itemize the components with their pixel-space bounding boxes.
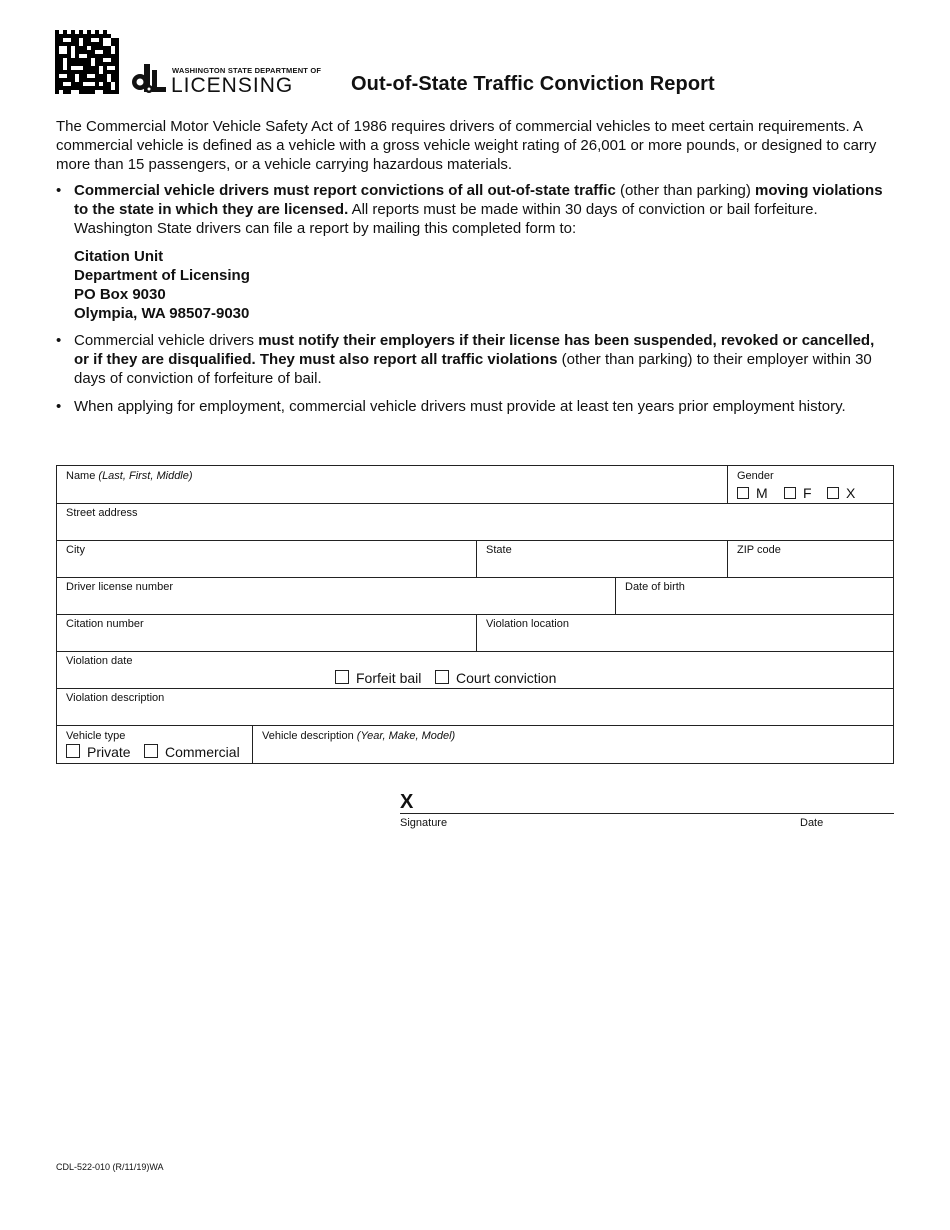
gender-m-checkbox[interactable]: [737, 487, 749, 499]
bullet-report-convictions: [56, 181, 886, 238]
mailing-address: [74, 247, 250, 323]
gender-x-option[interactable]: [827, 485, 855, 501]
violation-date-field[interactable]: [57, 651, 893, 688]
form-row-violation-date: [57, 651, 893, 689]
gender-m-label: M: [756, 485, 768, 501]
commercial-option[interactable]: [144, 744, 240, 760]
agency-name-small: WASHINGTON STATE DEPARTMENT OF: [172, 66, 322, 75]
private-option[interactable]: [66, 744, 131, 760]
form-row-name: [57, 466, 893, 504]
form-number: CDL-522-010 (R/11/19)WA: [56, 1162, 164, 1172]
commercial-label: Commercial: [165, 744, 240, 760]
bullet-notify-employers: [56, 331, 886, 388]
name-field[interactable]: [57, 466, 727, 503]
form-row-violation-description: [57, 688, 893, 726]
address-line: Citation Unit: [74, 248, 164, 265]
private-label: Private: [87, 744, 131, 760]
vehicle-description-label: [262, 730, 455, 742]
address-line: PO Box 9030: [74, 286, 166, 303]
zip-field[interactable]: [727, 540, 893, 577]
court-conviction-checkbox[interactable]: [435, 670, 449, 684]
gender-label: Gender: [737, 470, 774, 482]
street-address-field[interactable]: [57, 503, 893, 540]
date-label: Date: [800, 817, 824, 829]
court-conviction-label: Court conviction: [456, 670, 557, 686]
signature-label: Signature: [400, 817, 448, 829]
commercial-checkbox[interactable]: [144, 744, 158, 758]
gender-field: [727, 466, 893, 503]
city-field[interactable]: [57, 540, 476, 577]
conviction-form: [56, 465, 894, 764]
address-line: Department of Licensing: [74, 267, 250, 284]
form-row-vehicle: [57, 726, 893, 763]
dol-logo: [132, 62, 322, 97]
vehicle-type-field: [57, 726, 252, 763]
vehicle-description-field[interactable]: [252, 726, 893, 763]
citation-number-label: Citation number: [66, 618, 144, 630]
forfeit-bail-option[interactable]: [335, 670, 421, 686]
vehicle-type-label: Vehicle type: [66, 730, 126, 742]
bullet-dot: •: [56, 398, 62, 415]
forfeit-bail-label: Forfeit bail: [356, 670, 422, 686]
intro-paragraph: The Commercial Motor Vehicle Safety Act of 1986 requires drivers of commercial vehicles to meet certain requirements. A commercial vehicle is defined as a vehicle with a gross vehicle weight rating of 26,001 or more pounds, or designed to carry more than 15 passengers, or a vehicle carrying hazardous materials.: [56, 118, 877, 173]
agency-name-large: LICENSING: [171, 74, 294, 97]
city-label: City: [66, 544, 85, 556]
form-row-citation: [57, 614, 893, 652]
gender-f-checkbox[interactable]: [784, 487, 796, 499]
private-checkbox[interactable]: [66, 744, 80, 758]
vehicle-description-label-text: Vehicle description: [262, 730, 357, 742]
bullet-dot: •: [56, 182, 62, 199]
bullet-employment-history: [56, 397, 886, 416]
bullet-text-bold: Commercial vehicle drivers must report convictions of all out-of-state traffic: [74, 182, 616, 199]
form-row-street: [57, 503, 893, 541]
barcode-icon: [55, 30, 119, 94]
court-conviction-option[interactable]: [435, 670, 556, 686]
bullet-text: (other than parking): [615, 182, 756, 199]
address-line: Olympia, WA 98507-9030: [74, 305, 250, 322]
bullet-text: Commercial vehicle drivers: [74, 332, 259, 349]
violation-location-field[interactable]: [476, 614, 893, 651]
state-label: State: [486, 544, 512, 556]
name-label: [66, 470, 193, 482]
signature-x-mark: X: [400, 791, 414, 813]
citation-number-field[interactable]: [57, 614, 476, 651]
bullet-text: When applying for employment, commercial vehicle drivers must provide at least ten years prior employment history.: [74, 398, 846, 415]
signature-line[interactable]: [400, 813, 894, 814]
date-of-birth-field[interactable]: [615, 577, 893, 614]
date-of-birth-label: Date of birth: [625, 581, 685, 593]
name-label-text: Name: [66, 470, 99, 482]
zip-label: ZIP code: [737, 544, 781, 556]
gender-f-label: F: [803, 485, 812, 501]
violation-location-label: Violation location: [486, 618, 569, 630]
bullet-text-bold: moving violations to the state in which they are licensed.: [74, 182, 883, 218]
gender-f-option[interactable]: [784, 485, 812, 501]
driver-license-field[interactable]: [57, 577, 615, 614]
violation-description-field[interactable]: [57, 688, 893, 725]
violation-description-label: Violation description: [66, 692, 165, 704]
bullet-text: All reports must be made within 30 days of conviction or bail forfeiture. Washington State drivers can file a report by mailing this completed form to:: [74, 201, 818, 237]
bullet-text: (other than parking) to their employer within 30 days of conviction of forfeiture of bail.: [74, 351, 872, 387]
form-row-city: [57, 540, 893, 578]
gender-x-label: X: [846, 485, 856, 501]
vehicle-description-hint: (Year, Make, Model): [356, 730, 456, 742]
bullet-text-bold: must notify their employers if their license has been suspended, revoked or cancelled, or if they are disqualified. They must also report all traffic violations: [74, 332, 875, 368]
driver-license-label: Driver license number: [66, 581, 173, 593]
gender-x-checkbox[interactable]: [827, 487, 839, 499]
dol-logo-mark-icon: [132, 62, 168, 96]
bullet-dot: •: [56, 332, 62, 349]
form-row-license: [57, 577, 893, 615]
street-address-label: Street address: [66, 507, 138, 519]
name-hint: (Last, First, Middle): [98, 470, 193, 482]
gender-m-option[interactable]: [737, 485, 768, 501]
state-field[interactable]: [476, 540, 727, 577]
forfeit-bail-checkbox[interactable]: [335, 670, 349, 684]
violation-date-label: Violation date: [66, 655, 133, 667]
page-title: Out-of-State Traffic Conviction Report: [351, 73, 715, 95]
